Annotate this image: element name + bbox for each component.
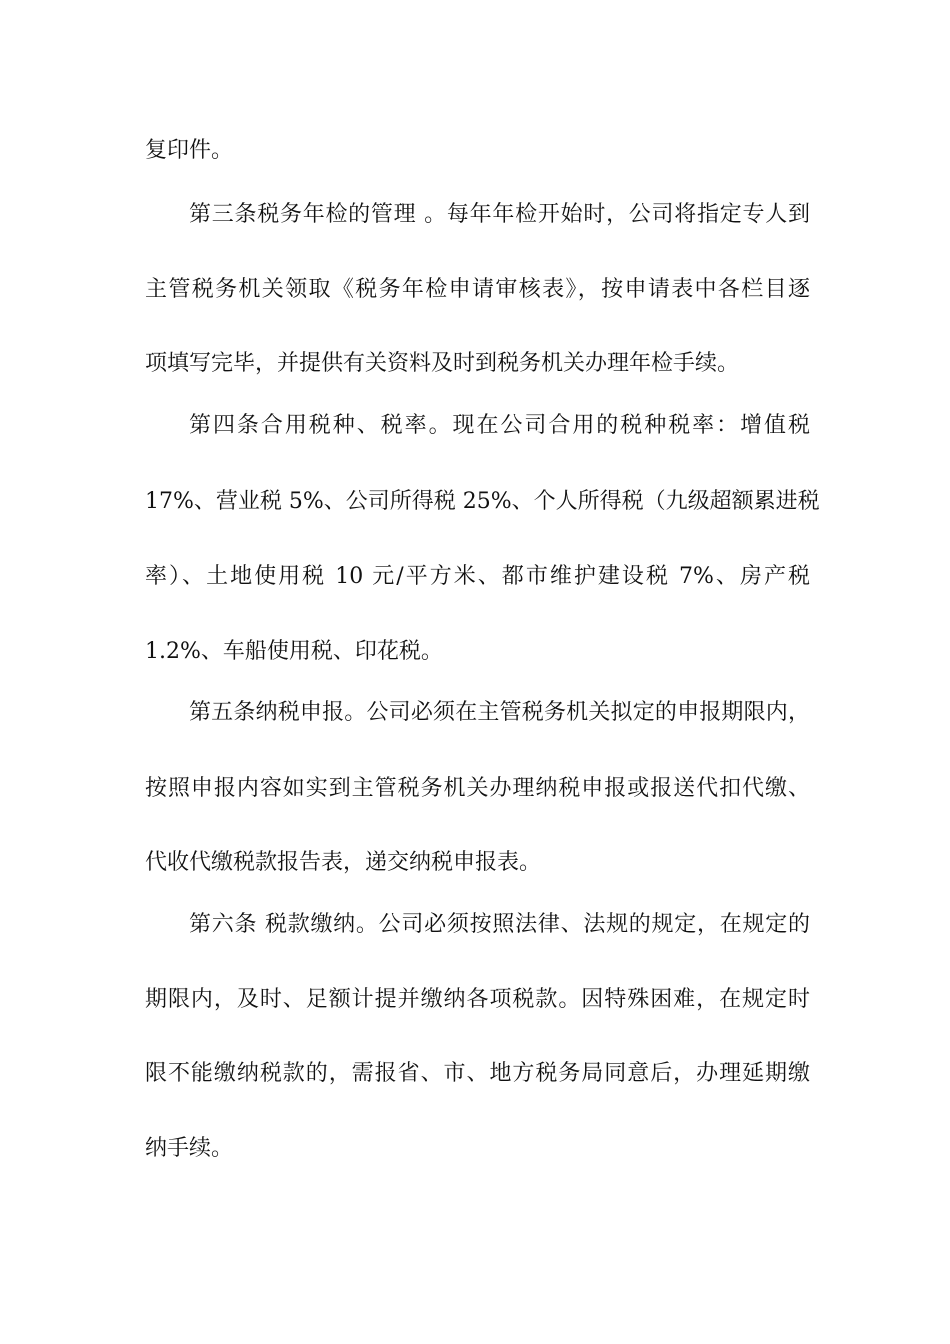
text-line: 代收代缴税款报告表，递交纳税申报表。 (145, 850, 542, 875)
text-line: 第六条 税款缴纳。公司必须按照法律、法规的规定，在规定的 (189, 912, 810, 937)
text-line: 率）、土地使用税 10 元/平方米、都市维护建设税 7%、房产税 (145, 564, 810, 589)
text-line: 第三条税务年检的管理 。每年年检开始时，公司将指定专人到 (189, 202, 810, 227)
text-line: 第四条合用税种、税率。现在公司合用的税种税率：增值税 (189, 413, 810, 438)
text-line: 复印件。 (145, 138, 234, 163)
text-line: 期限内，及时、足额计提并缴纳各项税款。因特殊困难，在规定时 (145, 987, 810, 1012)
text-line: 17%、营业税 5%、公司所得税 25%、个人所得税（九级超额累进税 (145, 489, 820, 514)
text-line: 项填写完毕，并提供有关资料及时到税务机关办理年检手续。 (145, 351, 740, 376)
text-line: 纳手续。 (145, 1136, 234, 1161)
text-line: 第五条纳税申报。公司必须在主管税务机关拟定的申报期限内， (189, 700, 810, 725)
text-line: 1.2%、车船使用税、印花税。 (145, 639, 443, 664)
text-line: 限不能缴纳税款的，需报省、市、地方税务局同意后，办理延期缴 (145, 1061, 810, 1086)
text-line: 主管税务机关领取《税务年检申请审核表》，按申请表中各栏目逐 (145, 277, 810, 302)
text-line: 按照申报内容如实到主管税务机关办理纳税申报或报送代扣代缴、 (145, 776, 810, 801)
